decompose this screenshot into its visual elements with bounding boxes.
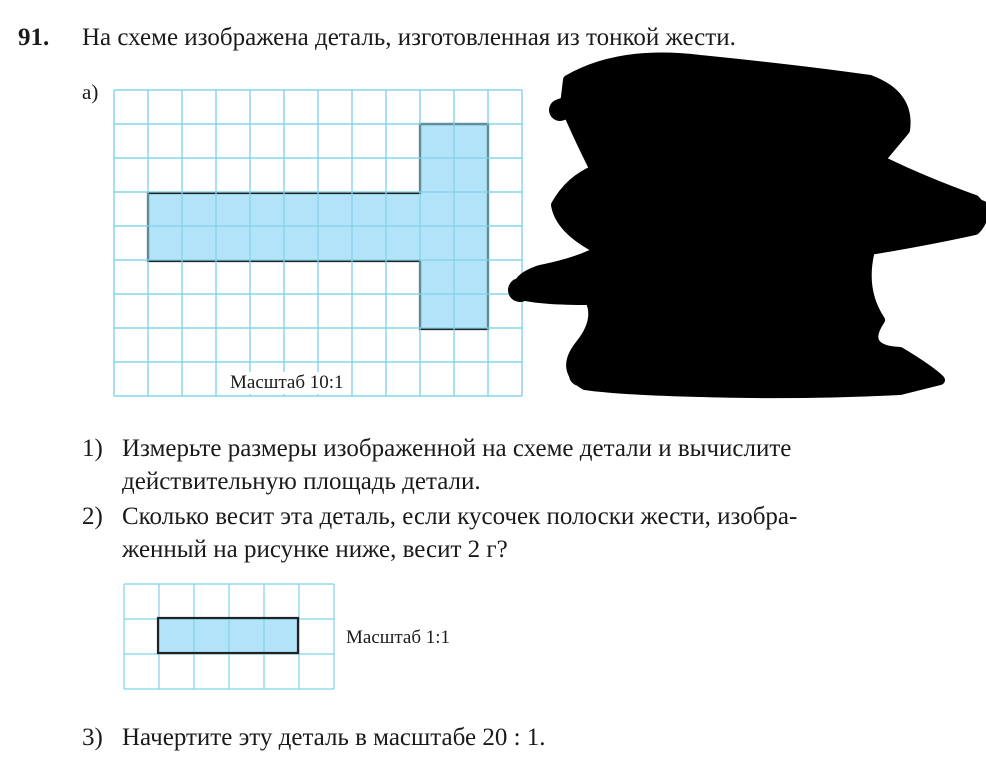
question-line: Сколько весит эта деталь, если кусочек полоски жести, изобра- <box>122 503 798 530</box>
question-line: действительную площадь детали. <box>122 468 481 495</box>
strip-scale-label: Масштаб 1:1 <box>346 627 451 648</box>
subpart-label: а) <box>82 80 99 104</box>
question-number: 2) <box>82 503 103 530</box>
question-number: 1) <box>82 435 103 462</box>
problem-statement: На схеме изображена деталь, изготовленная из тонкой жести. <box>82 24 736 51</box>
main-scale-label: Масштаб 10:1 <box>230 372 344 393</box>
question-line: женный на рисунке ниже, весит 2 г? <box>122 536 508 563</box>
question-line: Измерьте размеры изображенной на схеме детали и вычислите <box>122 435 792 462</box>
problem-number: 91. <box>18 24 50 51</box>
question-number: 3) <box>82 724 103 751</box>
question-line: Начертите эту деталь в масштабе 20 : 1. <box>122 724 546 751</box>
